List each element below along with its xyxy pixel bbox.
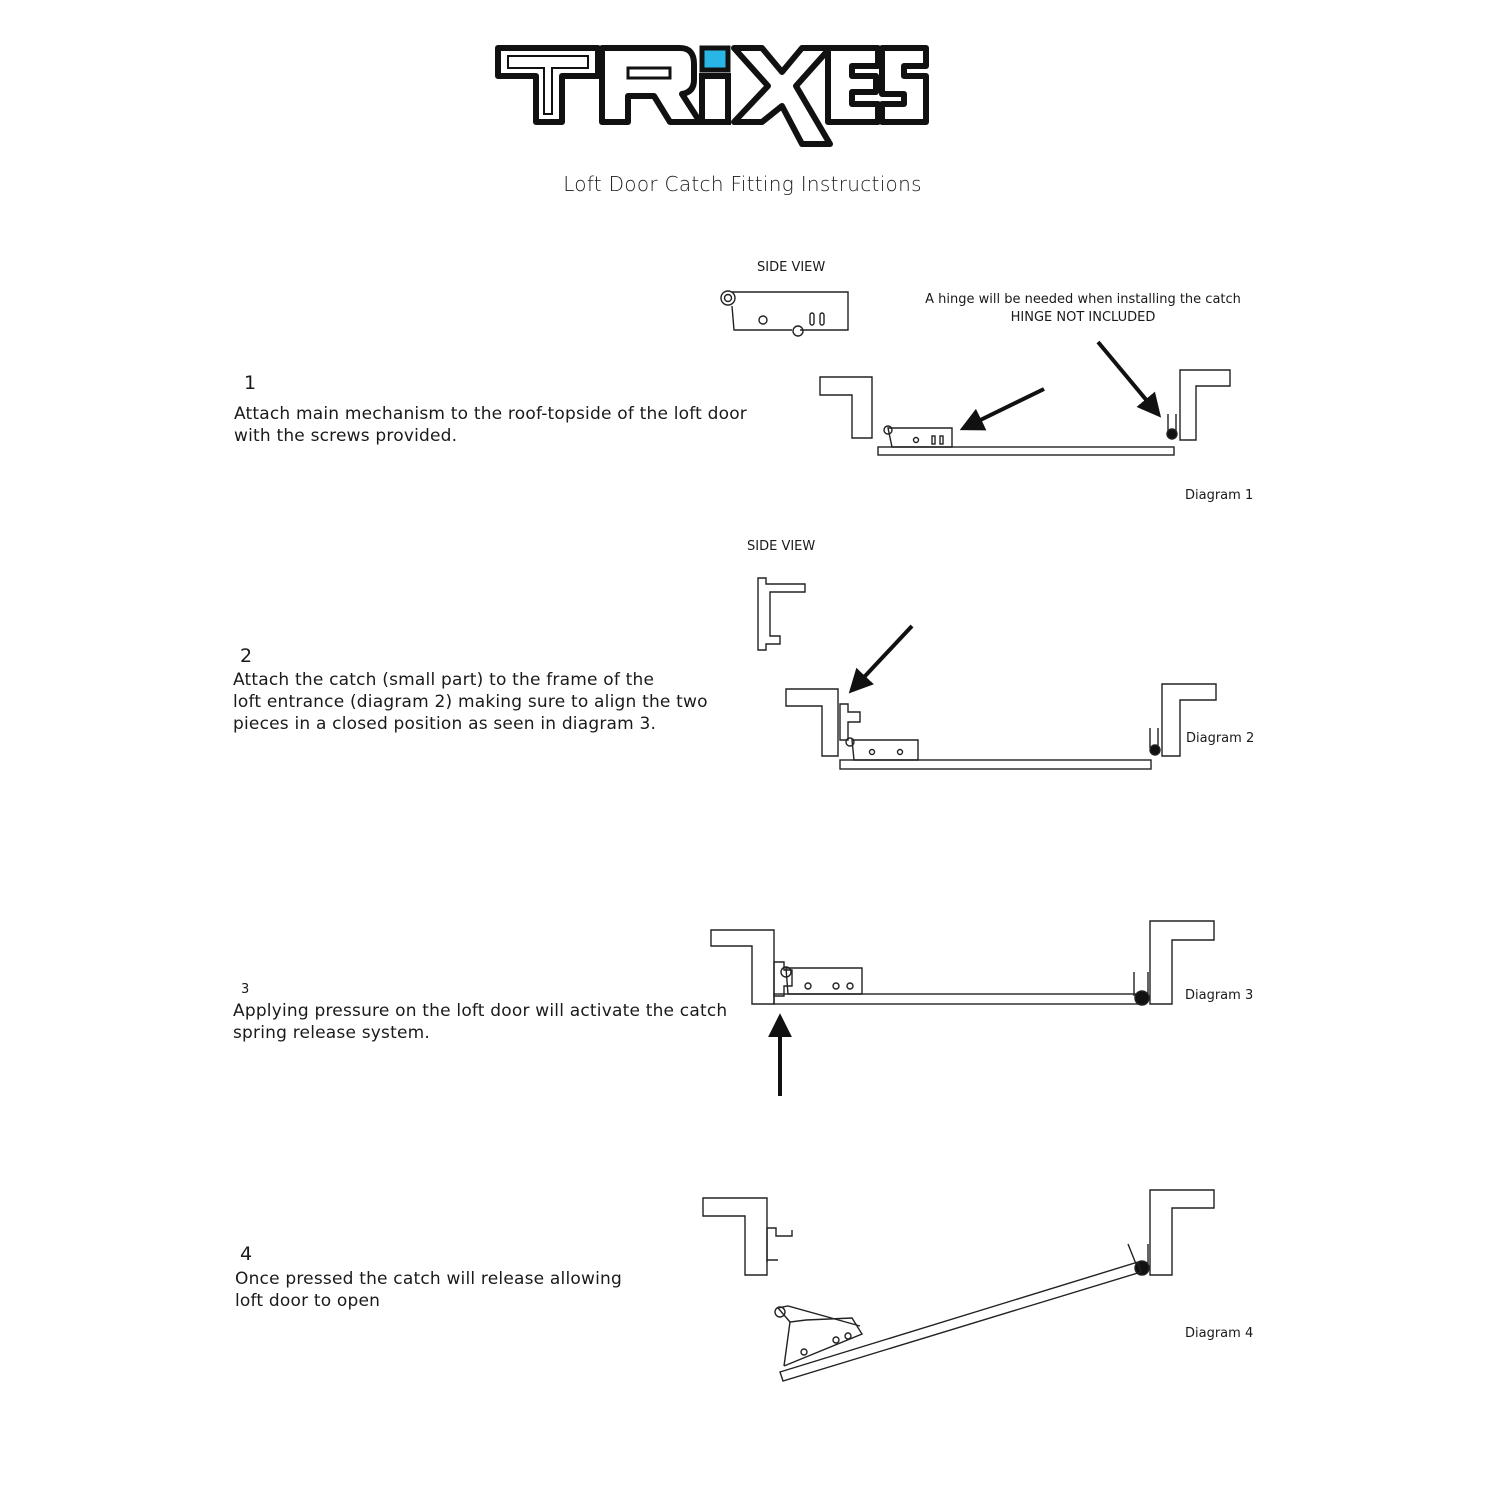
- diagram-3-caption: Diagram 3: [1185, 988, 1254, 1003]
- diagram-1-side-view-label: SIDE VIEW: [757, 260, 826, 275]
- hinge-note-line-1: A hinge will be needed when installing the catch: [925, 292, 1241, 307]
- loft-door: [774, 994, 1143, 1004]
- step-3-number: 3: [241, 982, 250, 997]
- diagram-1-caption: Diagram 1: [1185, 488, 1254, 503]
- catch-on-frame: [767, 1228, 792, 1260]
- arrow-to-mechanism: [964, 389, 1044, 428]
- loft-door-open: [780, 1262, 1141, 1381]
- hinge: [1167, 414, 1177, 439]
- mechanism-side-view: [721, 291, 848, 336]
- step-3-text: Applying pressure on the loft door will activate the catch spring release system.: [233, 1001, 728, 1043]
- hinge-note: [900, 291, 1266, 327]
- diagram-2: [758, 578, 1216, 769]
- frame-left: [711, 930, 774, 1004]
- hinge: [1150, 728, 1160, 755]
- mechanism-open: [775, 1306, 862, 1366]
- diagram-4: [703, 1190, 1214, 1381]
- mechanism-on-door: [846, 738, 918, 760]
- frame-left: [786, 689, 838, 756]
- step-2-number: 2: [240, 645, 253, 667]
- trixes-logo: [490, 40, 930, 155]
- frame-right: [1150, 1190, 1214, 1275]
- catch-on-frame: [840, 704, 860, 740]
- step-1-number: 1: [244, 372, 257, 394]
- diagram-2-side-view-label: SIDE VIEW: [747, 539, 816, 554]
- diagram-3: [711, 921, 1214, 1096]
- frame-left: [703, 1198, 767, 1275]
- mechanism-on-door: [884, 426, 952, 447]
- hinge-note-line-2: HINGE NOT INCLUDED: [1010, 310, 1156, 325]
- diagram-4-caption: Diagram 4: [1185, 1326, 1254, 1341]
- mechanism-on-door: [781, 967, 862, 994]
- step-2-text: Attach the catch (small part) to the frame of the loft entrance (diagram 2) making sure to align the two pieces in a closed position as seen in diagram 3.: [233, 670, 708, 734]
- diagram-2-caption: Diagram 2: [1186, 731, 1255, 746]
- frame-left: [820, 377, 872, 438]
- arrow-to-catch: [852, 626, 912, 690]
- catch-side-view: [758, 578, 805, 650]
- hinge: [1128, 1244, 1149, 1275]
- step-1-text: Attach main mechanism to the roof-topside of the loft door with the screws provided.: [234, 404, 747, 446]
- arrow-to-hinge: [1098, 342, 1158, 414]
- step-4-text: Once pressed the catch will release allowing loft door to open: [235, 1269, 622, 1311]
- loft-door: [840, 760, 1151, 769]
- step-4-number: 4: [240, 1243, 253, 1265]
- catch-on-frame: [774, 962, 792, 996]
- logo-wordmark: [498, 48, 926, 144]
- loft-door: [878, 447, 1174, 455]
- frame-right: [1180, 370, 1230, 440]
- page-title: Loft Door Catch Fitting Instructions: [563, 172, 922, 196]
- hinge: [1134, 972, 1149, 1005]
- logo-text: TRiXES: [490, 40, 494, 41]
